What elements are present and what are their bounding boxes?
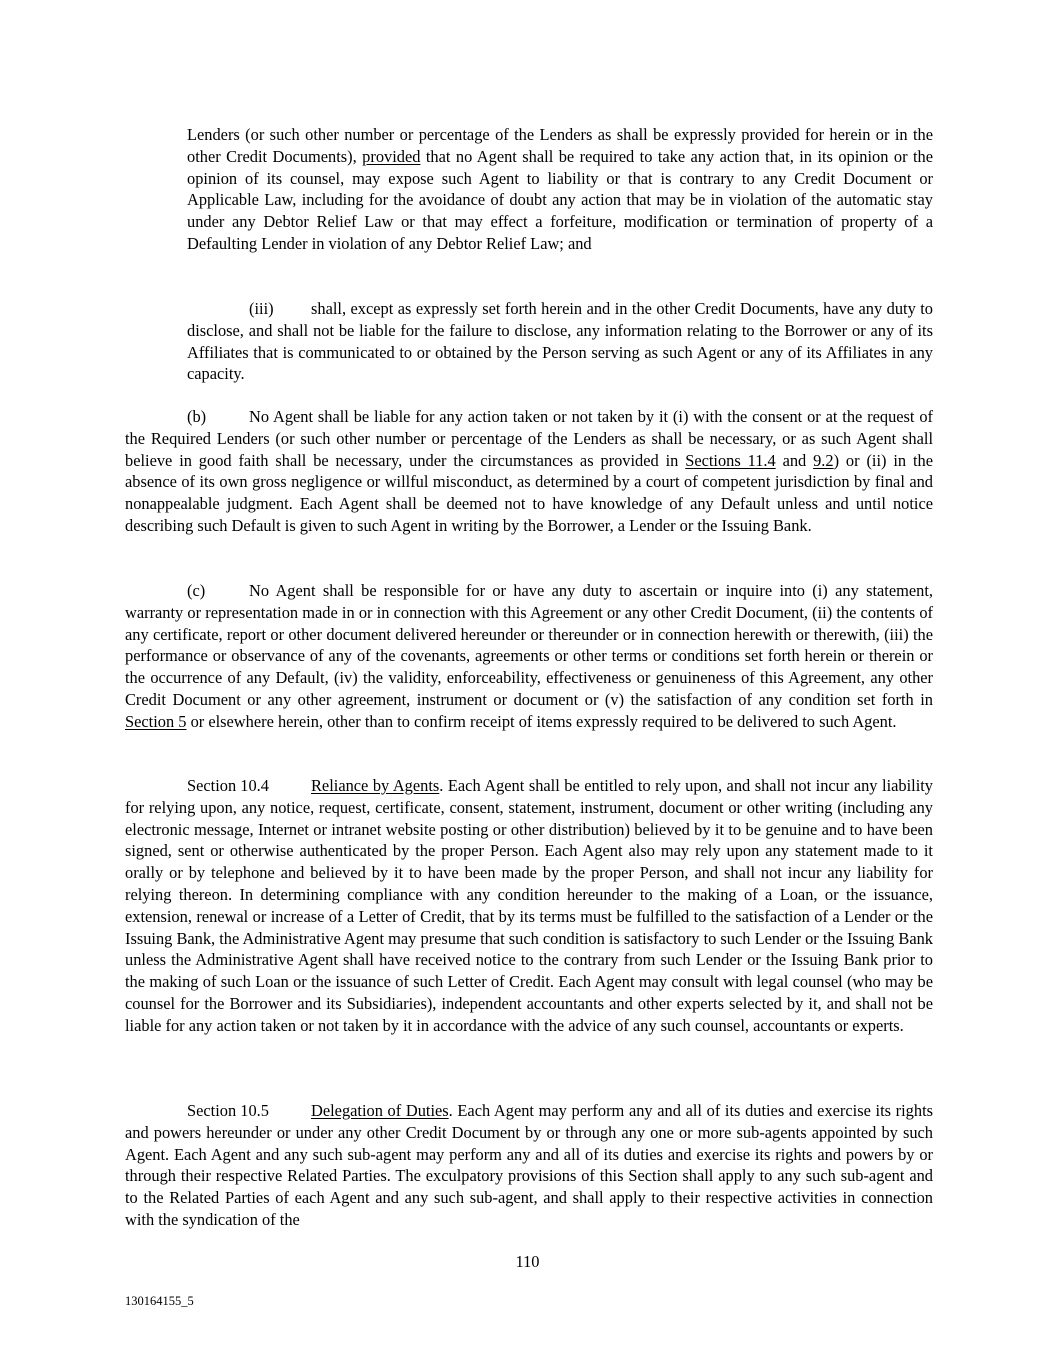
paragraph-text: Lenders (or such other number or percentage of the Lenders as shall be expressly provided for herein or in the other Credit Documents), bbox=[187, 125, 933, 166]
section-reference: 9.2 bbox=[813, 450, 834, 470]
paragraph-c bbox=[125, 580, 933, 733]
paragraph-iii bbox=[187, 298, 933, 385]
section-number: Section 10.4 bbox=[187, 776, 269, 795]
section-10-4 bbox=[125, 775, 933, 1037]
paragraph-text: that no Agent shall be required to take any action that, in its opinion or the opinion of its counsel, may expose such Agent to liability or that is contrary to any Credit Document or Applicable Law, including for the avoidance of doubt any action that may be in violation of the automatic stay under any Debtor Relief Law or that may effect a forfeiture, modification or termination of property of a Defaulting Lender in violation of any Debtor Relief Law; and bbox=[187, 146, 933, 253]
clause-number: (c) bbox=[187, 581, 206, 600]
paragraph-text: or elsewhere herein, other than to confirm receipt of items expressly required to be delivered to such Agent. bbox=[186, 711, 897, 731]
section-heading: Reliance by Agents bbox=[311, 776, 440, 795]
paragraph-text: and bbox=[775, 450, 814, 470]
section-number: Section 10.5 bbox=[187, 1101, 269, 1120]
section-reference: Sections 11.4 bbox=[685, 450, 776, 470]
paragraph-text: ) or (ii) in the absence of its own gross negligence or willful misconduct, as determined by a court of competent jurisdiction by final and nonappealable judgment. Each Agent shall be deemed not to have knowledge of any Default unless and until notice describing such Default is given to such Agent in writing by the Borrower, a Lender or the Issuing Bank. bbox=[125, 450, 933, 535]
paragraph-text: No Agent shall be responsible for or have any duty to ascertain or inquire into (i) any statement, warranty or representation made in or in connection with this Agreement or any other Credit Document, (ii) the contents of any certificate, report or other document delivered hereunder or thereunder or in connection herewith or therewith, (iii) the performance or observance of any of the covenants, agreements or other terms or conditions set forth herein or therein or the occurrence of any Default, (iv) the validity, enforceability, effectiveness or genuineness of this Agreement, any other Credit Document or any other agreement, instrument or document or (v) the satisfaction of any condition set forth in bbox=[125, 581, 933, 709]
paragraph-text: No Agent shall be liable for any action taken or not taken by it (i) with the consent or at the request of the Required Lenders (or such other number or percentage of the Lenders as shall be necessary, or as such Agent shall believe in good faith shall be necessary, under the circumstances as provided in bbox=[125, 407, 933, 470]
section-reference: Section 5 bbox=[125, 711, 187, 731]
clause-number: (iii) bbox=[249, 299, 274, 318]
page-number: 110 bbox=[515, 1252, 540, 1271]
paragraph-text: . Each Agent shall be entitled to rely upon, and shall not incur any liability for relying upon, any notice, request, certificate, consent, statement, instrument, document or other writing (including any electronic message, Internet or intranet website posting or other distribution) believed by it to be genuine and to have been signed, sent or otherwise authenticated by the proper Person. Each Agent also may rely upon any statement made to it orally or by telephone and believed by it to have been made by the proper Person, and shall not incur any liability for relying thereon. In determining compliance with any condition hereunder to the making of a Loan, or the issuance, extension, renewal or increase of a Letter of Credit, that by its terms must be fulfilled to the satisfaction of a Lender or the Issuing Bank, the Administrative Agent may presume that such condition is satisfactory to such Lender or the Issuing Bank unless the Administrative Agent shall have received notice to the contrary from such Lender or the Issuing Bank prior to the making of such Loan or the issuance of such Letter of Credit. Each Agent may consult with legal counsel (who may be counsel for the Borrower and its Subsidiaries), independent accountants and other experts selected by it, and shall not be liable for any action taken or not taken by it in accordance with the advice of any such counsel, accountants or experts. bbox=[125, 776, 934, 1035]
document-id: 130164155_5 bbox=[125, 1294, 194, 1308]
section-heading: Delegation of Duties bbox=[311, 1101, 449, 1120]
defined-term-provided: provided bbox=[362, 146, 421, 166]
section-10-5 bbox=[125, 1100, 933, 1231]
clause-number: (b) bbox=[187, 407, 207, 426]
paragraph-text: . Each Agent may perform any and all of its duties and exercise its rights and powers hereunder or under any other Credit Document by or through any one or more sub-agents appointed by such Agent. Each Agent and any such sub-agent may perform any and all of its duties and exercise its rights and powers by or through their respective Related Parties. The exculpatory provisions of this Section shall apply to any such sub-agent and to the Related Parties of each Agent and any such sub-agent, and shall apply to their respective activities in connection with the syndication of the bbox=[125, 1101, 933, 1229]
paragraph-text: shall, except as expressly set forth herein and in the other Credit Documents, have any duty to disclose, and shall not be liable for the failure to disclose, any information relating to the Borrower or any of its Affiliates that is communicated to or obtained by the Person serving as such Agent or any of its Affiliates in any capacity. bbox=[187, 299, 933, 384]
paragraph-continuation bbox=[187, 124, 933, 255]
paragraph-b bbox=[125, 406, 933, 537]
